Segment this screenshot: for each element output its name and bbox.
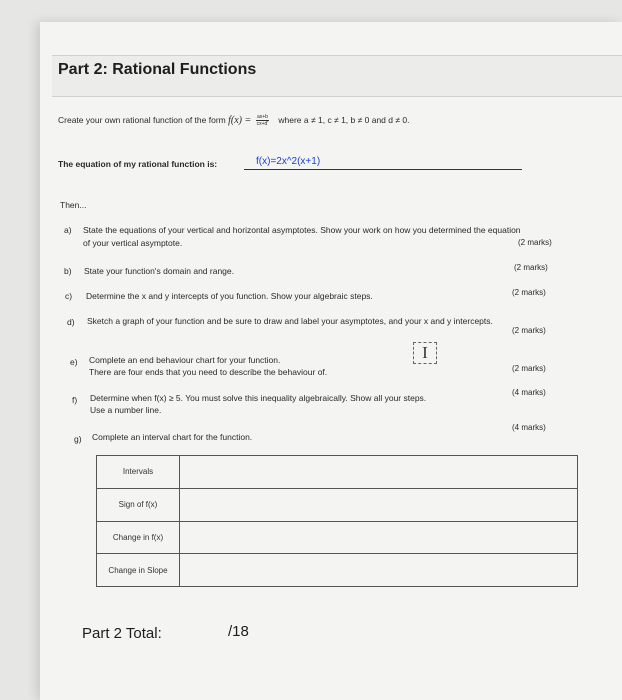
row-label-intervals: Intervals <box>97 456 180 489</box>
question-b-letter: b) <box>64 266 72 276</box>
table-row <box>97 488 578 521</box>
total-label: Part 2 Total: <box>82 625 162 642</box>
row-label-change: Change in f(x) <box>97 521 180 554</box>
question-e-letter: e) <box>70 357 78 367</box>
equation-answer: f(x)=2x^2(x+1) <box>256 156 321 167</box>
question-f-line1: Determine when f(x) ≥ 5. You must solve this inequality algebraically. Show all your steps. <box>90 393 427 403</box>
fx-label: f(x) = <box>228 114 252 126</box>
table-row <box>97 456 578 489</box>
question-c-marks: (2 marks) <box>512 288 546 297</box>
instruction-conditions: where a ≠ 1, c ≠ 1, b ≠ 0 and d ≠ 0. <box>278 114 410 125</box>
question-d-marks: (2 marks) <box>512 326 546 335</box>
then-label: Then... <box>60 200 87 210</box>
question-g-letter: g) <box>74 434 82 444</box>
instruction-prefix: Create your own rational function of the form <box>58 114 226 125</box>
form-fraction <box>256 114 270 127</box>
question-g-marks: (4 marks) <box>512 423 546 432</box>
question-d-line1: Sketch a graph of your function and be sure to draw and label your asymptotes, and your x and y intercepts. <box>87 316 493 326</box>
question-b-line1: State your function's domain and range. <box>84 266 234 276</box>
question-c-line1: Determine the x and y intercepts of you function. Show your algebraic steps. <box>86 291 373 301</box>
table-cell-empty[interactable] <box>180 521 578 554</box>
total-value: /18 <box>228 623 249 640</box>
question-a-line1: State the equations of your vertical and horizontal asymptotes. Show your work on how you determined the equation <box>83 225 521 235</box>
question-f-line2: Use a number line. <box>90 405 162 415</box>
table-cell-empty[interactable] <box>180 488 578 521</box>
equation-label: The equation of my rational function is: <box>58 159 218 169</box>
question-d-letter: d) <box>67 317 75 327</box>
table-row <box>97 521 578 554</box>
text-cursor-icon: I <box>413 342 437 364</box>
question-f-letter: f) <box>72 395 78 405</box>
interval-chart-table <box>96 455 578 587</box>
question-c-letter: c) <box>65 291 73 301</box>
question-a-line2: of your vertical asymptote. <box>83 238 183 248</box>
question-f-marks: (4 marks) <box>512 388 546 397</box>
table-row <box>97 554 578 587</box>
question-e-line2: There are four ends that you need to describe the behaviour of. <box>89 367 328 377</box>
question-e-marks: (2 marks) <box>512 364 546 373</box>
answer-underline <box>244 169 522 170</box>
fraction-numerator: ax+b <box>256 114 268 120</box>
question-g-line1: Complete an interval chart for the function. <box>92 432 253 442</box>
question-e-line1: Complete an end behaviour chart for your function. <box>89 355 281 365</box>
question-b-marks: (2 marks) <box>514 263 548 272</box>
fraction-denominator: cx+d' <box>256 121 269 127</box>
section-title: Part 2: Rational Functions <box>58 61 257 78</box>
question-a-letter: a) <box>64 225 72 235</box>
instruction-line <box>58 114 409 127</box>
table-cell-empty[interactable] <box>180 554 578 587</box>
question-a-marks: (2 marks) <box>518 238 552 247</box>
row-label-sign: Sign of f(x) <box>97 488 180 521</box>
table-cell-empty[interactable] <box>180 456 578 489</box>
row-label-slope: Change in Slope <box>97 554 180 587</box>
